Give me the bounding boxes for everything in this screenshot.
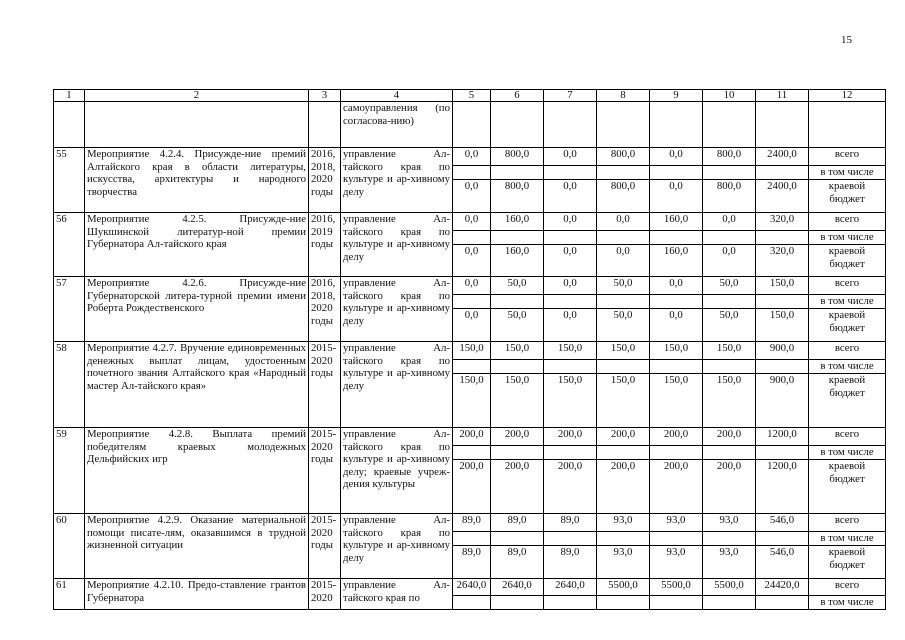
value-budget: 0,0 [650, 309, 703, 342]
empty-cell [650, 596, 703, 610]
empty-cell [650, 295, 703, 309]
label-including: в том числе [809, 166, 886, 180]
value-total: 50,0 [703, 277, 756, 295]
row-number: 55 [54, 148, 85, 213]
value-total: 0,0 [650, 148, 703, 166]
column-number: 6 [491, 90, 544, 102]
value-budget: 89,0 [491, 546, 544, 579]
label-total: всего [809, 428, 886, 446]
label-total: всего [809, 579, 886, 596]
empty-cell [756, 295, 809, 309]
value-budget: 150,0 [650, 374, 703, 428]
empty-cell [491, 231, 544, 245]
activity-name: Мероприятие 4.2.8. Выплата премий победителям краевых молодежных Дельфийских игр [85, 428, 309, 514]
empty-cell [544, 295, 597, 309]
empty-cell [703, 446, 756, 460]
value-total: 2640,0 [453, 579, 491, 596]
value-budget: 150,0 [597, 374, 650, 428]
column-number: 1 [54, 90, 85, 102]
value-total: 546,0 [756, 514, 809, 532]
value-total: 200,0 [650, 428, 703, 446]
empty-cell [544, 166, 597, 180]
value-total: 93,0 [597, 514, 650, 532]
value-budget: 0,0 [453, 245, 491, 277]
column-number: 9 [650, 90, 703, 102]
empty-cell [544, 532, 597, 546]
label-total: всего [809, 277, 886, 295]
table-cell [85, 102, 309, 148]
empty-cell [453, 295, 491, 309]
empty-cell [703, 166, 756, 180]
empty-cell [650, 446, 703, 460]
empty-cell [756, 532, 809, 546]
value-budget: 546,0 [756, 546, 809, 579]
activity-name: Мероприятие 4.2.4. Присужде-ние премий Алтайского края в области литературы, искусства, архитектуры и народного творчества [85, 148, 309, 213]
empty-cell [544, 360, 597, 374]
value-total: 0,0 [597, 213, 650, 231]
value-total: 200,0 [544, 428, 597, 446]
column-number: 7 [544, 90, 597, 102]
empty-cell [756, 596, 809, 610]
value-budget: 160,0 [491, 245, 544, 277]
empty-cell [703, 295, 756, 309]
row-number: 60 [54, 514, 85, 579]
empty-cell [491, 596, 544, 610]
activity-name: Мероприятие 4.2.6. Присужде-ние Губернаторской литера-турной премии имени Роберта Рождественского [85, 277, 309, 342]
executor-cell: самоуправления (по согласова-нию) [341, 102, 453, 148]
value-total: 89,0 [453, 514, 491, 532]
continuation-row [54, 102, 886, 148]
value-budget: 200,0 [491, 460, 544, 514]
activity-name: Мероприятие 4.2.7. Вручение единовременных денежных выплат лицам, удостоенным почетного звания Алтайского края «Народный мастер Ал-тайского края» [85, 342, 309, 428]
empty-cell [544, 446, 597, 460]
budget-table [53, 89, 886, 610]
empty-cell [491, 360, 544, 374]
value-budget: 0,0 [544, 309, 597, 342]
value-budget: 89,0 [544, 546, 597, 579]
empty-cell [491, 166, 544, 180]
table-row [54, 342, 886, 360]
table-cell [544, 102, 597, 148]
empty-cell [703, 360, 756, 374]
value-total: 150,0 [544, 342, 597, 360]
years: 2015-2020 годы [309, 514, 341, 579]
value-total: 200,0 [597, 428, 650, 446]
column-number: 5 [453, 90, 491, 102]
empty-cell [491, 446, 544, 460]
value-total: 0,0 [650, 277, 703, 295]
table-cell [54, 102, 85, 148]
table-row [54, 428, 886, 446]
executor-cell: управление Ал-тайского края по [341, 579, 453, 610]
value-budget: 1200,0 [756, 460, 809, 514]
empty-cell [756, 166, 809, 180]
value-budget: 0,0 [544, 180, 597, 213]
empty-cell [453, 166, 491, 180]
value-total: 200,0 [703, 428, 756, 446]
empty-cell [703, 231, 756, 245]
value-budget: 150,0 [453, 374, 491, 428]
column-number: 8 [597, 90, 650, 102]
years: 2016, 2018, 2020 годы [309, 148, 341, 213]
value-total: 150,0 [453, 342, 491, 360]
value-budget: 89,0 [453, 546, 491, 579]
value-budget: 50,0 [491, 309, 544, 342]
empty-cell [597, 596, 650, 610]
value-budget: 0,0 [597, 245, 650, 277]
label-total: всего [809, 148, 886, 166]
value-total: 320,0 [756, 213, 809, 231]
value-total: 160,0 [650, 213, 703, 231]
column-number: 3 [309, 90, 341, 102]
value-budget: 200,0 [453, 460, 491, 514]
value-budget: 200,0 [703, 460, 756, 514]
label-total: всего [809, 514, 886, 532]
value-budget: 93,0 [650, 546, 703, 579]
executor-cell: управление Ал-тайского края по культуре и ар-хивному делу; краевые учреж-дения культуры [341, 428, 453, 514]
value-budget: 2400,0 [756, 180, 809, 213]
value-total: 0,0 [453, 148, 491, 166]
label-budget: краевой бюджет [809, 245, 886, 277]
value-total: 93,0 [650, 514, 703, 532]
value-total: 2640,0 [544, 579, 597, 596]
value-total: 150,0 [650, 342, 703, 360]
label-budget: краевой бюджет [809, 309, 886, 342]
header-row [54, 90, 886, 102]
table-row [54, 148, 886, 166]
table-cell [703, 102, 756, 148]
empty-cell [453, 532, 491, 546]
value-total: 24420,0 [756, 579, 809, 596]
value-total: 200,0 [453, 428, 491, 446]
value-budget: 50,0 [597, 309, 650, 342]
empty-cell [597, 360, 650, 374]
row-number: 61 [54, 579, 85, 610]
table-row [54, 213, 886, 231]
executor-cell: управление Ал-тайского края по культуре и ар-хивному делу [341, 148, 453, 213]
row-number: 57 [54, 277, 85, 342]
executor-cell: управление Ал-тайского края по культуре и ар-хивному делу [341, 342, 453, 428]
years: 2016, 2018, 2020 годы [309, 277, 341, 342]
value-total: 800,0 [491, 148, 544, 166]
activity-name: Мероприятие 4.2.5. Присужде-ние Шукшинской литератур-ной премии Губернатора Ал-тайского края [85, 213, 309, 277]
value-budget: 800,0 [597, 180, 650, 213]
label-budget: краевой бюджет [809, 180, 886, 213]
value-budget: 320,0 [756, 245, 809, 277]
empty-cell [491, 532, 544, 546]
empty-cell [597, 295, 650, 309]
years: 2015-2020 годы [309, 428, 341, 514]
empty-cell [453, 360, 491, 374]
label-including: в том числе [809, 596, 886, 610]
table-cell [809, 102, 886, 148]
value-budget: 93,0 [597, 546, 650, 579]
column-number: 12 [809, 90, 886, 102]
empty-cell [650, 231, 703, 245]
value-total: 89,0 [491, 514, 544, 532]
column-number: 2 [85, 90, 309, 102]
value-budget: 160,0 [650, 245, 703, 277]
value-total: 1200,0 [756, 428, 809, 446]
years: 2016, 2019 годы [309, 213, 341, 277]
value-budget: 800,0 [703, 180, 756, 213]
table-cell [597, 102, 650, 148]
table-cell [756, 102, 809, 148]
value-total: 0,0 [544, 277, 597, 295]
label-including: в том числе [809, 231, 886, 245]
value-total: 150,0 [491, 342, 544, 360]
empty-cell [703, 596, 756, 610]
empty-cell [453, 446, 491, 460]
table-row [54, 579, 886, 596]
value-budget: 200,0 [544, 460, 597, 514]
empty-cell [756, 231, 809, 245]
value-budget: 0,0 [453, 309, 491, 342]
table-cell [309, 102, 341, 148]
table-cell [650, 102, 703, 148]
value-budget: 200,0 [597, 460, 650, 514]
row-number: 56 [54, 213, 85, 277]
table-cell [491, 102, 544, 148]
label-budget: краевой бюджет [809, 374, 886, 428]
empty-cell [703, 532, 756, 546]
executor-cell: управление Ал-тайского края по культуре и ар-хивному делу [341, 213, 453, 277]
empty-cell [597, 166, 650, 180]
value-total: 50,0 [597, 277, 650, 295]
value-budget: 0,0 [453, 180, 491, 213]
value-total: 150,0 [703, 342, 756, 360]
executor-cell: управление Ал-тайского края по культуре и ар-хивному делу [341, 277, 453, 342]
value-budget: 150,0 [756, 309, 809, 342]
value-total: 0,0 [453, 213, 491, 231]
value-total: 800,0 [703, 148, 756, 166]
label-including: в том числе [809, 295, 886, 309]
value-total: 800,0 [597, 148, 650, 166]
column-number: 10 [703, 90, 756, 102]
table-row [54, 514, 886, 532]
label-budget: краевой бюджет [809, 460, 886, 514]
years: 2015-2020 годы [309, 342, 341, 428]
value-total: 93,0 [703, 514, 756, 532]
value-total: 150,0 [597, 342, 650, 360]
row-number: 59 [54, 428, 85, 514]
empty-cell [544, 596, 597, 610]
value-budget: 800,0 [491, 180, 544, 213]
activity-name: Мероприятие 4.2.10. Предо-ставление грантов Губернатора [85, 579, 309, 610]
value-budget: 50,0 [703, 309, 756, 342]
empty-cell [491, 295, 544, 309]
value-budget: 150,0 [491, 374, 544, 428]
label-including: в том числе [809, 532, 886, 546]
empty-cell [597, 231, 650, 245]
label-total: всего [809, 342, 886, 360]
value-total: 89,0 [544, 514, 597, 532]
value-total: 0,0 [453, 277, 491, 295]
empty-cell [756, 360, 809, 374]
empty-cell [544, 231, 597, 245]
value-budget: 150,0 [703, 374, 756, 428]
column-number: 4 [341, 90, 453, 102]
label-total: всего [809, 213, 886, 231]
executor-cell: управление Ал-тайского края по культуре и ар-хивному делу [341, 514, 453, 579]
value-total: 2640,0 [491, 579, 544, 596]
empty-cell [597, 532, 650, 546]
empty-cell [650, 166, 703, 180]
value-total: 900,0 [756, 342, 809, 360]
value-budget: 900,0 [756, 374, 809, 428]
value-budget: 0,0 [703, 245, 756, 277]
value-total: 50,0 [491, 277, 544, 295]
empty-cell [453, 231, 491, 245]
value-total: 5500,0 [650, 579, 703, 596]
years: 2015-2020 [309, 579, 341, 610]
empty-cell [597, 446, 650, 460]
table-cell [453, 102, 491, 148]
value-total: 5500,0 [703, 579, 756, 596]
value-total: 0,0 [544, 148, 597, 166]
activity-name: Мероприятие 4.2.9. Оказание материальной помощи писате-лям, оказавшимся в трудной жизненной ситуации [85, 514, 309, 579]
value-total: 0,0 [703, 213, 756, 231]
table-row [54, 277, 886, 295]
value-total: 150,0 [756, 277, 809, 295]
value-total: 160,0 [491, 213, 544, 231]
label-budget: краевой бюджет [809, 546, 886, 579]
value-total: 0,0 [544, 213, 597, 231]
column-number: 11 [756, 90, 809, 102]
value-total: 5500,0 [597, 579, 650, 596]
empty-cell [650, 532, 703, 546]
value-budget: 93,0 [703, 546, 756, 579]
value-budget: 0,0 [650, 180, 703, 213]
value-budget: 0,0 [544, 245, 597, 277]
label-including: в том числе [809, 360, 886, 374]
empty-cell [650, 360, 703, 374]
value-total: 200,0 [491, 428, 544, 446]
label-including: в том числе [809, 446, 886, 460]
value-total: 2400,0 [756, 148, 809, 166]
value-budget: 150,0 [544, 374, 597, 428]
empty-cell [453, 596, 491, 610]
value-budget: 200,0 [650, 460, 703, 514]
page-number: 15 [841, 34, 852, 46]
empty-cell [756, 446, 809, 460]
row-number: 58 [54, 342, 85, 428]
